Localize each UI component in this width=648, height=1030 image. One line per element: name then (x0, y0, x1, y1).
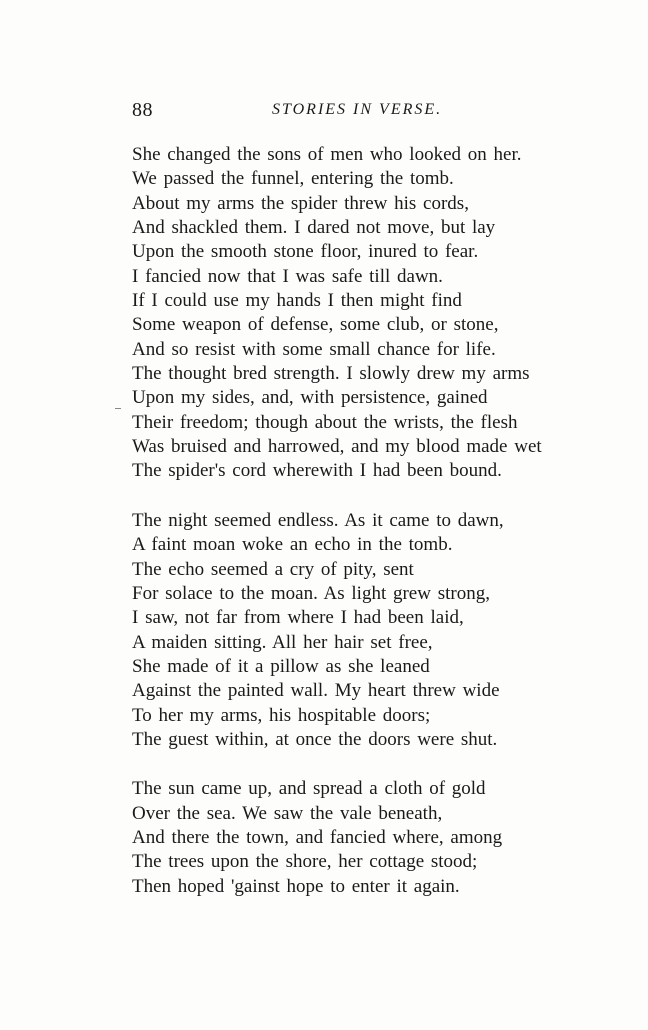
verse-line: To her my arms, his hospitable doors; (132, 704, 431, 726)
stanza-1 (132, 143, 602, 484)
verse-line: Was bruised and harrowed, and my blood made wet (132, 436, 542, 458)
verse-line: The guest within, at once the doors were shut. (132, 728, 498, 750)
verse-line: We passed the funnel, entering the tomb. (132, 168, 454, 190)
verse-line: Their freedom; though about the wrists, the flesh (132, 411, 518, 433)
verse-line: Over the sea. We saw the vale beneath, (132, 802, 443, 824)
verse-line: For solace to the moan. As light grew strong, (132, 582, 490, 604)
verse-line: The sun came up, and spread a cloth of gold (132, 778, 486, 800)
stanza-2 (132, 509, 602, 752)
verse-line: Upon my sides, and, with persistence, gained (132, 387, 488, 409)
verse-line: The night seemed endless. As it came to dawn, (132, 509, 504, 531)
verse-line: The echo seemed a cry of pity, sent (132, 558, 414, 580)
verse-line: Against the painted wall. My heart threw wide (132, 680, 500, 702)
verse-line: Some weapon of defense, some club, or stone, (132, 314, 499, 336)
verse-line: I saw, not far from where I had been laid, (132, 607, 464, 629)
margin-mark (115, 408, 121, 409)
verse-line: I fancied now that I was safe till dawn. (132, 265, 443, 287)
verse-line: The spider's cord wherewith I had been bound. (132, 460, 502, 482)
verse-line: And so resist with some small chance for life. (132, 338, 496, 360)
verse-line: If I could use my hands I then might find (132, 290, 462, 312)
verse-line: Upon the smooth stone floor, inured to fear. (132, 241, 479, 263)
verse-line: About my arms the spider threw his cords, (132, 192, 469, 214)
verse-line: She changed the sons of men who looked on her. (132, 144, 522, 165)
verse-line: Then hoped 'gainst hope to enter it again. (132, 875, 460, 897)
running-title: STORIES IN VERSE. (272, 101, 443, 118)
verse-line: She made of it a pillow as she leaned (132, 655, 430, 677)
page-header (132, 99, 582, 123)
verse-line: And there the town, and fancied where, among (132, 826, 503, 848)
verse-line: A maiden sitting. All her hair set free, (132, 631, 433, 653)
verse-line: A faint moan woke an echo in the tomb. (132, 534, 453, 556)
page-number: 88 (132, 99, 153, 121)
verse-line: And shackled them. I dared not move, but lay (132, 217, 496, 239)
verse-line: The trees upon the shore, her cottage stood; (132, 851, 478, 873)
poem-body (132, 143, 602, 924)
verse-line: The thought bred strength. I slowly drew my arms (132, 363, 530, 385)
stanza-3 (132, 777, 602, 899)
